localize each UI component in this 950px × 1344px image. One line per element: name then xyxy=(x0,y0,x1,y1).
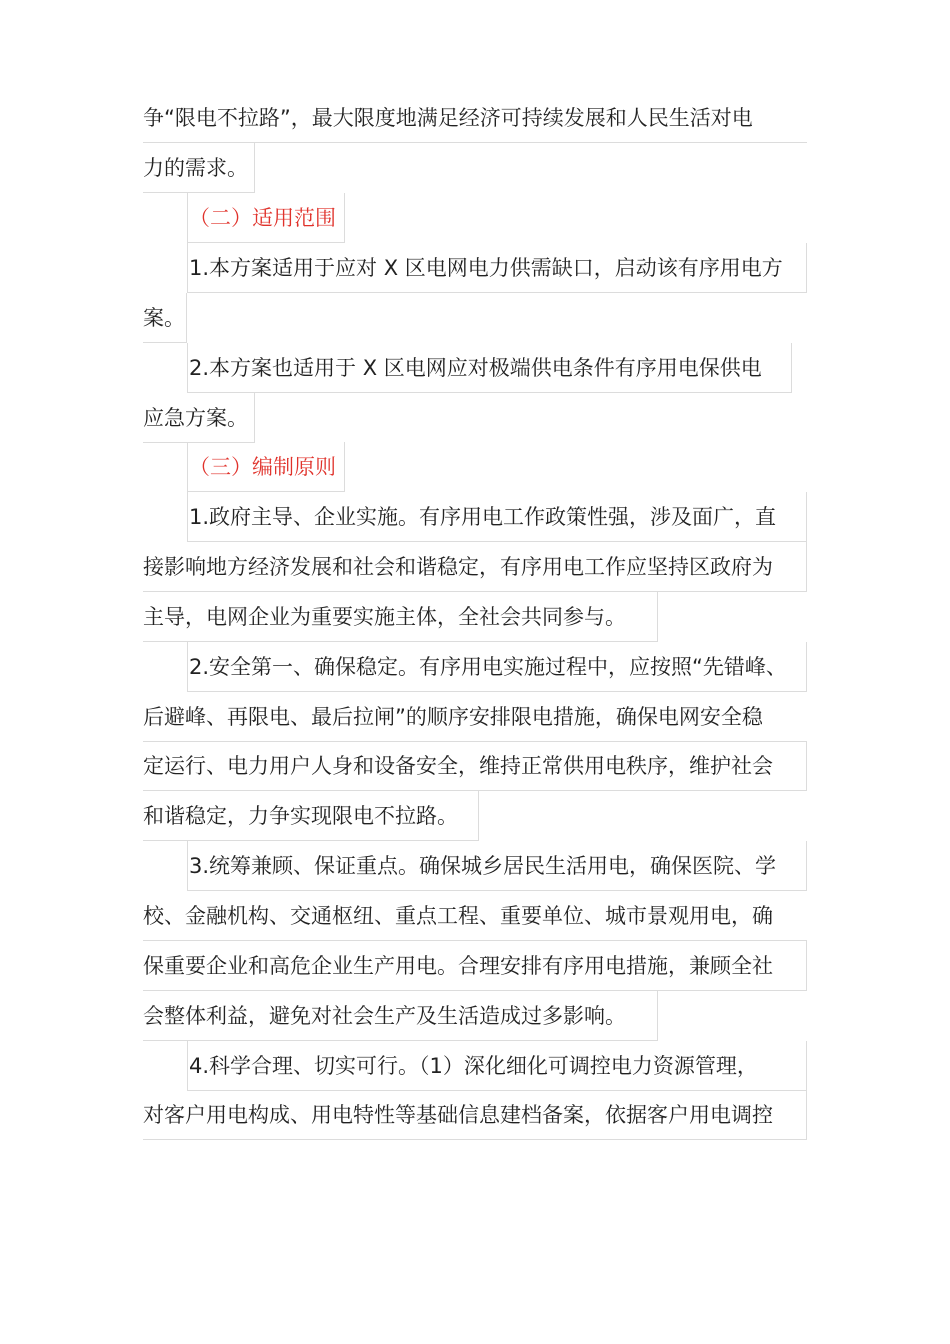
text-line: 校、金融机构、交通枢纽、重点工程、重要单位、城市景观用电，确 xyxy=(143,891,807,941)
text-line: 4.科学合理、切实可行。（1）深化细化可调控电力资源管理， xyxy=(187,1041,807,1091)
text-line: 应急方案。 xyxy=(143,393,255,443)
text-line: 保重要企业和高危企业生产用电。合理安排有序用电措施，兼顾全社 xyxy=(143,941,807,991)
text-line: 后避峰、再限电、最后拉闸”的顺序安排限电措施，确保电网安全稳 xyxy=(143,692,807,742)
text-line: 3.统筹兼顾、保证重点。确保城乡居民生活用电，确保医院、学 xyxy=(187,841,807,891)
text-line: 案。 xyxy=(143,293,187,343)
text-line: 主导，电网企业为重要实施主体，全社会共同参与。 xyxy=(143,592,658,642)
text-line: 对客户用电构成、用电特性等基础信息建档备案，依据客户用电调控 xyxy=(143,1090,807,1140)
text-line: 1.政府主导、企业实施。有序用电工作政策性强，涉及面广，直 xyxy=(187,492,807,542)
text-line: 争“限电不拉路”，最大限度地满足经济可持续发展和人民生活对电 xyxy=(143,93,807,143)
section-heading: （三）编制原则 xyxy=(187,442,345,492)
text-line: 2.本方案也适用于 X 区电网应对极端供电条件有序用电保供电 xyxy=(187,343,792,393)
text-line: 力的需求。 xyxy=(143,143,255,193)
text-line: 1.本方案适用于应对 X 区电网电力供需缺口，启动该有序用电方 xyxy=(187,243,807,293)
text-line: 和谐稳定，力争实现限电不拉路。 xyxy=(143,791,479,841)
text-line: 定运行、电力用户人身和设备安全，维持正常供用电秩序，维护社会 xyxy=(143,741,807,791)
section-heading: （二）适用范围 xyxy=(187,193,345,243)
text-line: 会整体利益，避免对社会生产及生活造成过多影响。 xyxy=(143,991,658,1041)
text-line: 2.安全第一、确保稳定。有序用电实施过程中，应按照“先错峰、 xyxy=(187,642,807,692)
text-line: 接影响地方经济发展和社会和谐稳定，有序用电工作应坚持区政府为 xyxy=(143,542,807,592)
